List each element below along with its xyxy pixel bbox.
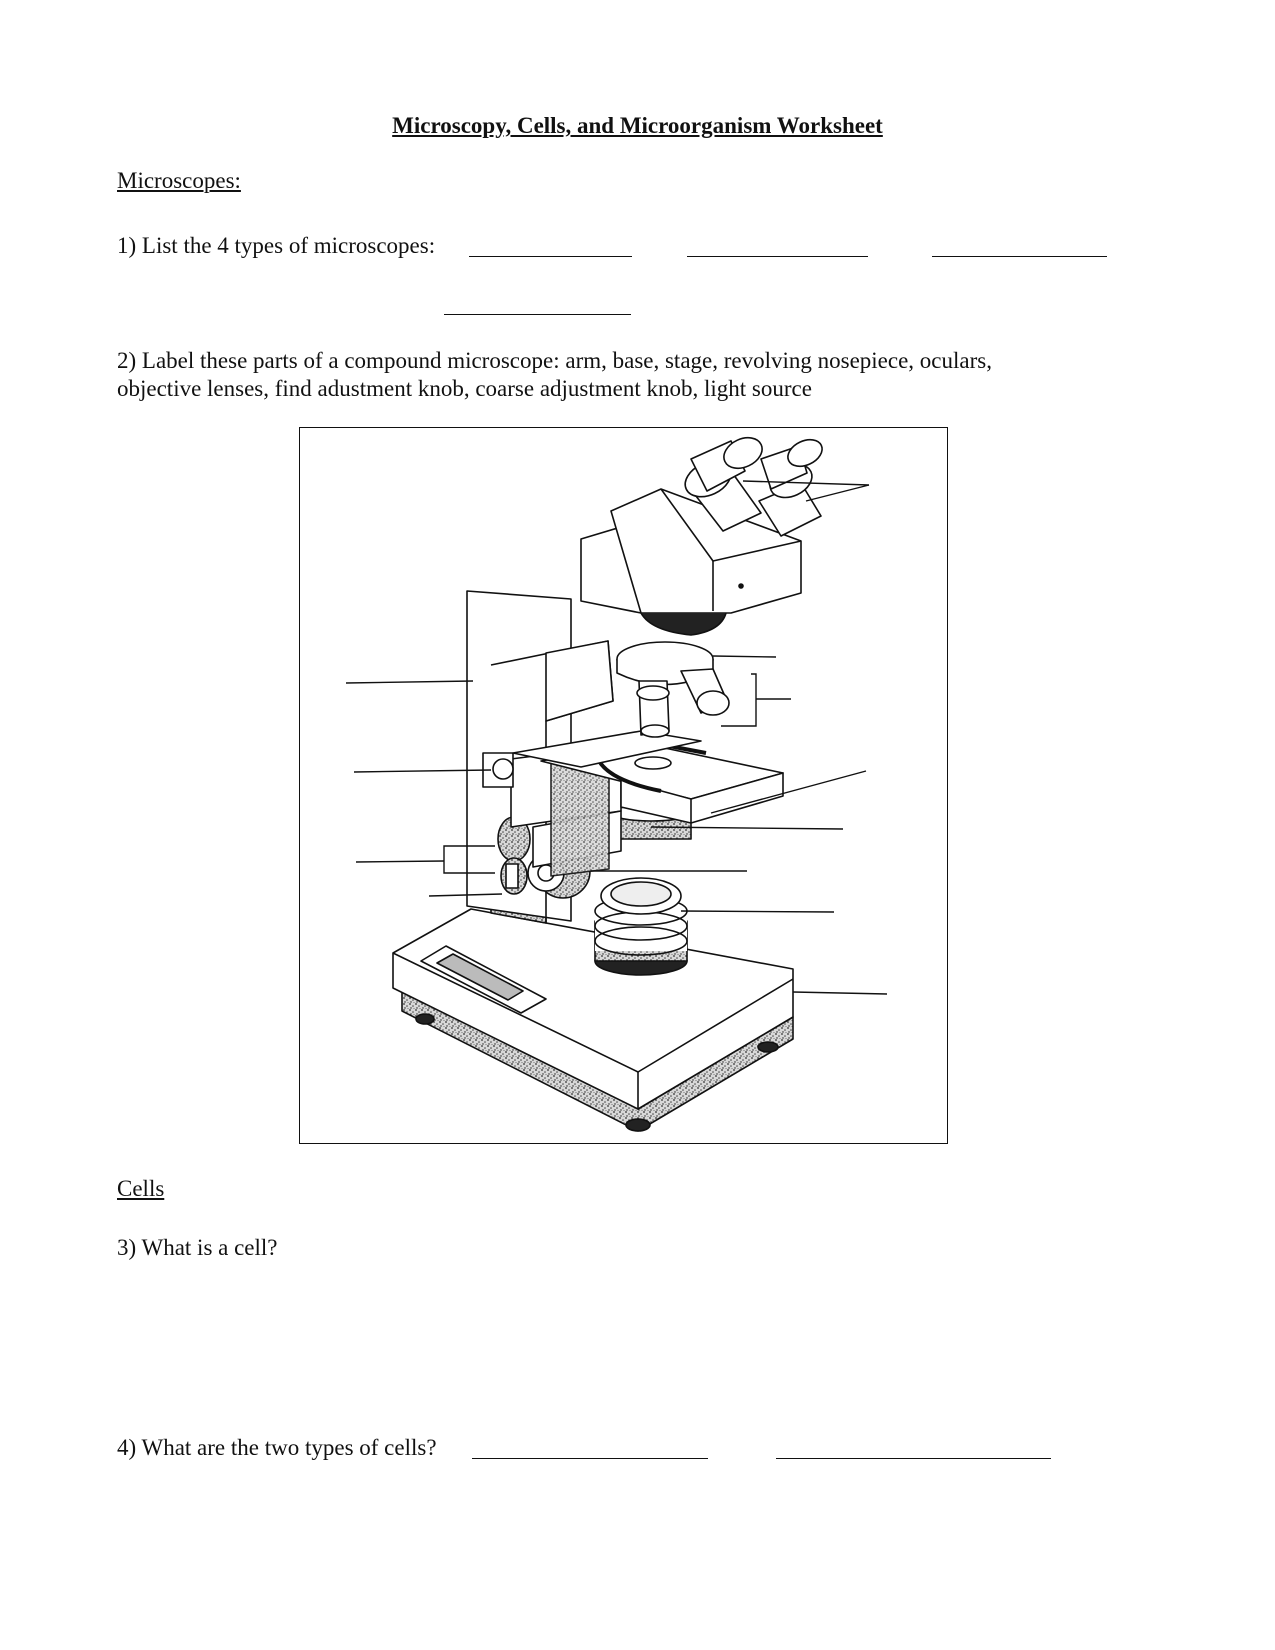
question-3: 3) What is a cell? xyxy=(117,1235,278,1260)
section-heading-cells: Cells xyxy=(117,1176,165,1201)
answer-blank-1d[interactable] xyxy=(444,314,631,315)
question-1: 1) List the 4 types of microscopes: xyxy=(117,233,436,258)
compound-microscope-illustration xyxy=(300,428,946,1142)
section-heading-microscopes: Microscopes: xyxy=(117,168,241,193)
answer-blank-1a[interactable] xyxy=(469,256,632,257)
question-4: 4) What are the two types of cells? xyxy=(117,1435,437,1460)
answer-blank-4a[interactable] xyxy=(472,1458,708,1459)
answer-blank-4b[interactable] xyxy=(776,1458,1051,1459)
question-2-line-1: 2) Label these parts of a compound microscope: arm, base, stage, revolving nosepiece, oculars, xyxy=(117,348,992,373)
microscope-diagram-frame xyxy=(299,427,948,1144)
answer-blank-1b[interactable] xyxy=(687,256,868,257)
question-2-line-2: objective lenses, find adustment knob, coarse adjustment knob, light source xyxy=(117,376,812,401)
worksheet-title: Microscopy, Cells, and Microorganism Worksheet xyxy=(392,113,883,138)
answer-blank-1c[interactable] xyxy=(932,256,1107,257)
